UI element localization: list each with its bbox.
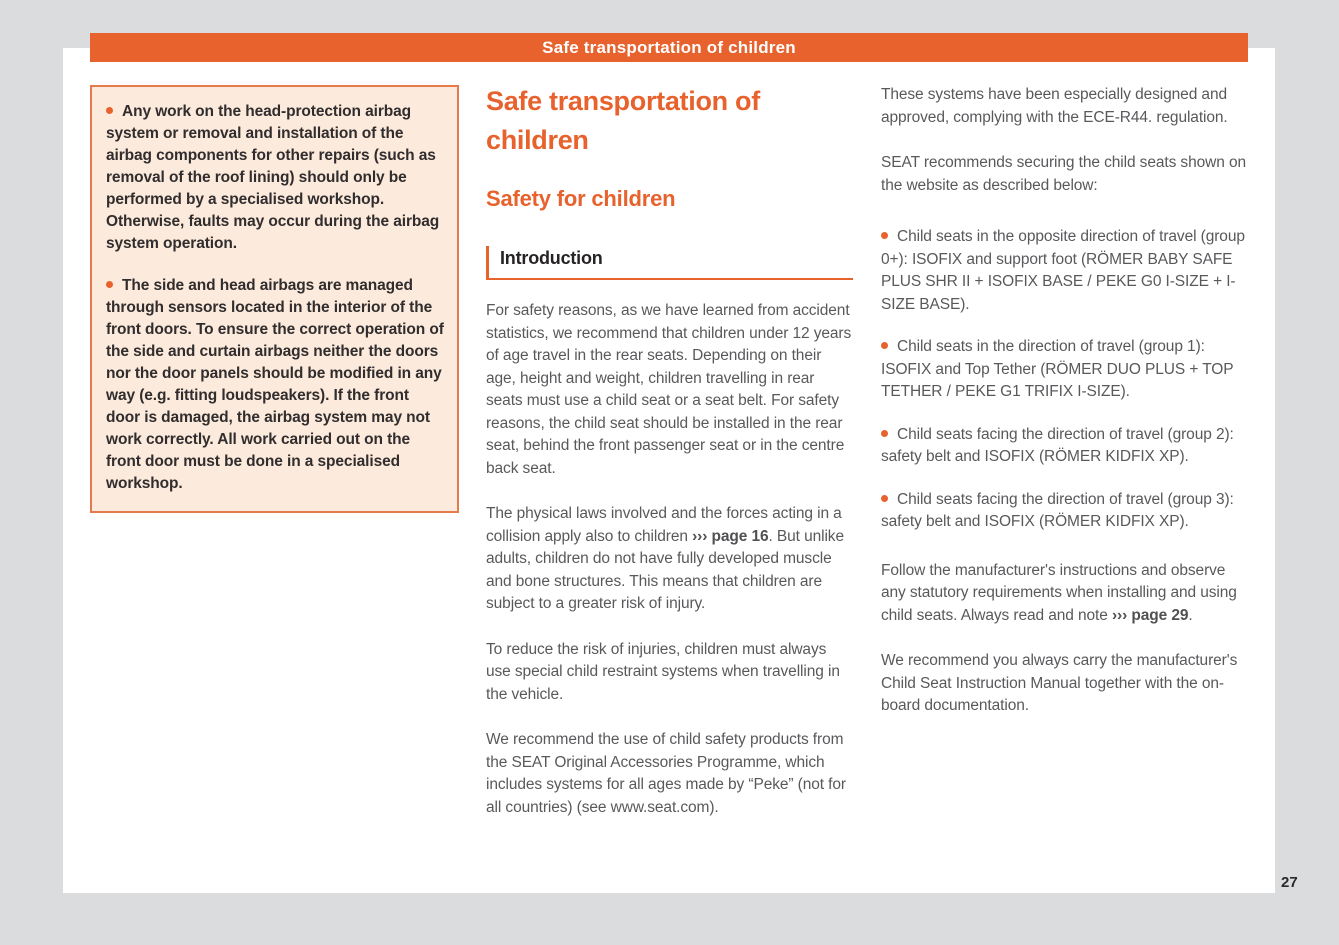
page-16-crossref-link[interactable]: ››› page 16: [692, 527, 769, 545]
page-title: Safe transportation of children: [486, 86, 760, 155]
bullet-dot-icon: [106, 107, 113, 114]
paragraph-text: The physical laws involved and the forces acting in a collision apply also to children: [486, 505, 842, 545]
list-item: [881, 336, 1249, 404]
warning-item: [106, 101, 444, 255]
airbag-warning-box: [90, 85, 459, 513]
warning-text: Any work on the head-protection airbag system or removal and installation of the airbag components for other repairs (such as removal of the roof lining) should only be performed by a specialised workshop. Otherwise, faults may occur during the airbag system operation.: [106, 103, 440, 252]
subsection-title: Introduction: [500, 248, 603, 268]
middle-column: [486, 82, 853, 842]
list-item: [881, 489, 1249, 534]
bullet-dot-icon: [881, 232, 888, 239]
list-item-text: Child seats in the opposite direction of travel (group 0+): ISOFIX and support foot (RÖMER BABY SAFE PLUS SHR II + ISOFIX BASE / PEKE G0 I-SIZE + I-SIZE BASE).: [881, 228, 1245, 313]
paragraph: To reduce the risk of injuries, children must always use special child restraint systems when travelling in the vehicle.: [486, 640, 840, 703]
right-column: [881, 84, 1249, 741]
list-item-text: Child seats facing the direction of travel (group 2): safety belt and ISOFIX (RÖMER KIDFIX XP).: [881, 425, 1234, 465]
bullet-dot-icon: [881, 495, 888, 502]
list-item: [881, 226, 1249, 316]
paragraph: We recommend the use of child safety products from the SEAT Original Accessories Programme, which includes systems for all ages made by “Peke” (not for all countries) (see www.seat.com).: [486, 731, 846, 816]
warning-item: [106, 275, 444, 495]
child-seat-bullet-list: [881, 226, 1249, 534]
paragraph: SEAT recommends securing the child seats shown on the website as described below:: [881, 154, 1246, 194]
paragraph: We recommend you always carry the manufacturer's Child Seat Instruction Manual together with the on-board documentation.: [881, 652, 1238, 714]
paragraph: These systems have been especially designed and approved, complying with the ECE-R44. regulation.: [881, 86, 1228, 126]
page-number: 27: [1281, 874, 1298, 891]
section-title: Safety for children: [486, 186, 676, 211]
paragraph-text: Follow the manufacturer's instructions and observe any statutory requirements when installing and using child seats. Always read and note: [881, 561, 1237, 624]
left-column: [90, 85, 459, 513]
paragraph: [486, 503, 853, 616]
page-29-crossref-link[interactable]: ››› page 29: [1111, 606, 1189, 624]
bullet-dot-icon: [106, 281, 113, 288]
subsection-heading: [486, 246, 853, 280]
paragraph-text: .: [1188, 606, 1193, 624]
warning-text: The side and head airbags are managed through sensors located in the interior of the front doors. To ensure the correct operation of the side and curtain airbags neither the doors nor the door panels should be modified in any way (e.g. fitting loudspeakers). If the front door is damaged, the airbag system may not work correctly. All work carried out on the front door must be done in a specialised workshop.: [106, 277, 444, 492]
paragraph: [881, 560, 1249, 628]
bullet-dot-icon: [881, 342, 888, 349]
list-item: [881, 424, 1249, 469]
chapter-header-bar: Safe transportation of children: [90, 33, 1248, 62]
list-item-text: Child seats facing the direction of travel (group 3): safety belt and ISOFIX (RÖMER KIDFIX XP).: [881, 490, 1234, 530]
list-item-text: Child seats in the direction of travel (group 1): ISOFIX and Top Tether (RÖMER DUO PLUS + TOP TETHER / PEKE G1 TRIFIX I-SIZE).: [881, 338, 1234, 400]
bullet-dot-icon: [881, 430, 888, 437]
paragraph: For safety reasons, as we have learned from accident statistics, we recommend that children under 12 years of age travel in the rear seats. Depending on their age, height and weight, children travelling in rear seats must use a child seat or a seat belt. For safety reasons, the child seat should be installed in the rear seat, behind the front passenger seat or in the centre back seat.: [486, 302, 852, 477]
paragraph-text: . But unlike adults, children do not have fully developed muscle and bone structures. This means that children are subject to a greater risk of injury.: [486, 527, 844, 612]
